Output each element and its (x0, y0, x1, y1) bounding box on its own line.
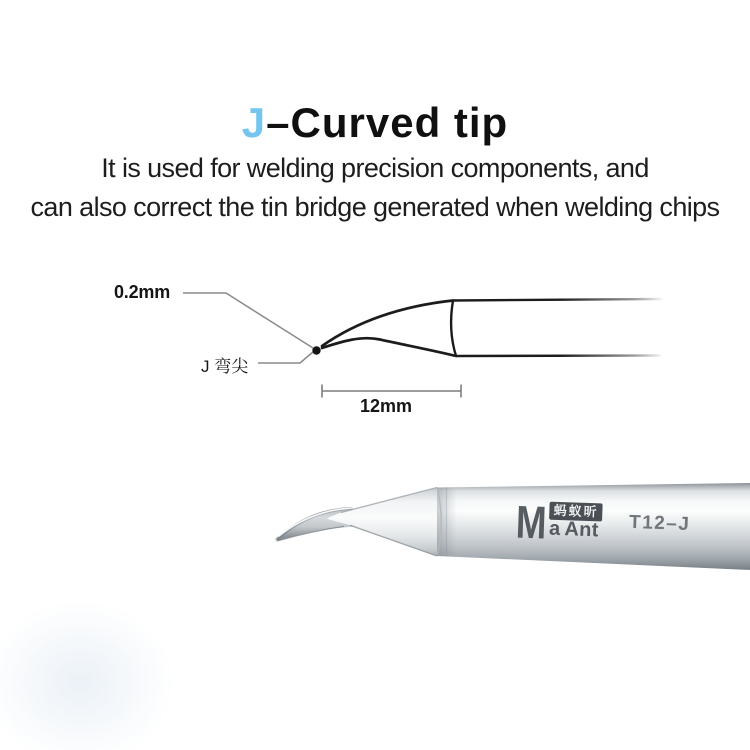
body-line-bottom (456, 356, 661, 357)
brand-logo-right (549, 502, 603, 541)
brand-logo (515, 495, 603, 549)
brand-letter-m: M (515, 495, 546, 549)
brand-sub (548, 517, 603, 542)
tip-outline-lower (322, 338, 456, 356)
body-line-top (453, 299, 663, 301)
tip-outline-upper (322, 301, 453, 347)
brand-word-ant: Ant (564, 518, 600, 542)
brand-badge-cn: 蚂蚁昕 (549, 502, 603, 522)
leader-line-diameter (183, 293, 313, 348)
title-letter-j: J (241, 99, 267, 147)
tip-cone (327, 488, 437, 557)
tip-point-dot (312, 346, 320, 354)
model-number: T12–J (628, 511, 691, 536)
description (0, 149, 750, 227)
product-photo (0, 440, 750, 630)
needle-point-speck (275, 540, 278, 543)
label-tip-diameter: 0.2mm (114, 282, 171, 302)
page-title (0, 100, 750, 146)
leader-line-name (258, 352, 313, 363)
title-rest: –Curved tip (266, 99, 509, 147)
label-tip-length: 12mm (359, 396, 413, 416)
cone-base-arc (451, 301, 456, 357)
description-line-2: can also correct the tin bridge generated when welding chips (30, 192, 720, 222)
description-line-1: It is used for welding precision components, and (101, 153, 649, 183)
brand-letter-a: a (548, 517, 561, 541)
label-tip-name: J 弯尖 (201, 357, 249, 376)
